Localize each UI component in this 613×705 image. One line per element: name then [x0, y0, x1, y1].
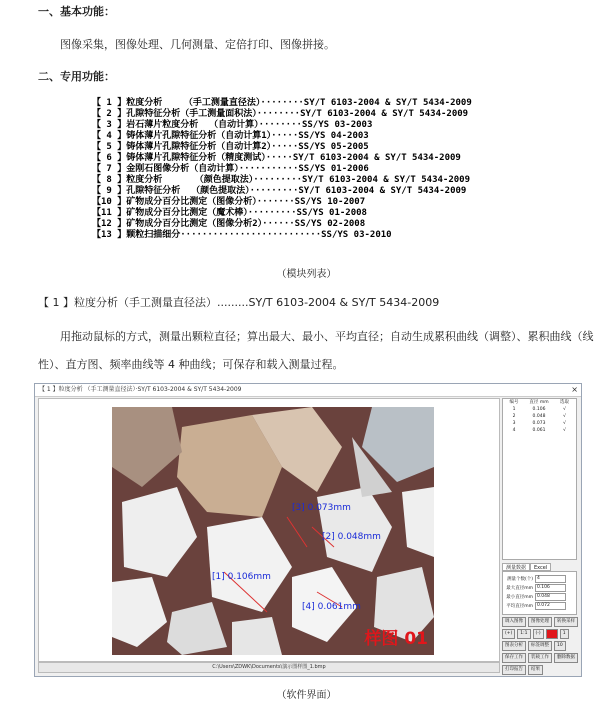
section1-heading: 一、基本功能：	[38, 5, 115, 18]
table-row[interactable]	[503, 406, 576, 413]
convert-sample-button[interactable]: 转换采样	[554, 617, 578, 627]
field-label: 最小直径mm	[506, 594, 533, 600]
software-caption: （软件界面）	[276, 690, 337, 701]
grain-photo-svg	[112, 407, 434, 655]
window-title: 【 1 】粒度分析 （手工测量直径法）·SY/T 6103-2004 & SY/T 5434-2009	[39, 386, 242, 393]
header-select: 选取	[560, 400, 569, 405]
module1-desc-line1: 用拖动鼠标的方式，测量出颗粒直径；算出最大、最小、平均直径；自动生成累积曲线（调整）、累积曲线（线	[60, 330, 594, 343]
button-row	[502, 617, 577, 627]
module-item: 【 1 】粒度分析 （手工测量直径法）········SY/T 6103-2004 & SY/T 5434-2009	[92, 98, 472, 108]
module-item: 【13 】颗粒扫描细分··························SS/YS 03-2010	[92, 230, 392, 240]
check-icon[interactable]: √	[563, 414, 566, 419]
close-icon[interactable]: ×	[571, 385, 578, 394]
module1-title: 【 1 】粒度分析（手工测量直径法）.........SY/T 6103-2004 & SY/T 5434-2009	[38, 296, 440, 309]
check-icon[interactable]: √	[563, 407, 566, 412]
line-width-select[interactable]: 1	[560, 629, 569, 639]
module-item: 【11 】矿物成分百分比测定（魔术棒）·········SS/YS 01-2008	[92, 208, 367, 218]
basic-functions-text: 图像采集，图像处理、几何测量、定倍打印、图像拼接。	[60, 38, 335, 51]
measurement-table	[502, 398, 577, 560]
cell-id: 3	[512, 421, 516, 426]
button-row	[502, 629, 577, 639]
zoom-in-button[interactable]: (+)	[502, 629, 515, 639]
cell-id: 4	[512, 428, 516, 433]
table-row[interactable]	[503, 420, 576, 427]
file-path-bar: C:\Users\ZDWK\Documents\演示图样图_1.bmp	[38, 662, 500, 673]
field-value[interactable]: 0.072	[535, 602, 566, 610]
button-row	[502, 653, 577, 663]
module-item: 【10 】矿物成分百分比测定（图像分析）·······SS/YS 10-2007	[92, 197, 366, 207]
module-item: 【 9 】孔隙特征分析 （颜色提取法）·········SY/T 6103-2004 & SY/T 5434-2009	[92, 186, 467, 196]
measurement-label: [4] 0.061mm	[302, 602, 361, 612]
module-item: 【 4 】铸体薄片孔隙特征分析（自动计算1）·····SS/YS 04-2003	[92, 131, 369, 141]
field-value[interactable]: 0.106	[535, 584, 566, 592]
software-window	[34, 383, 582, 677]
header-diameter: 直径 mm	[529, 400, 549, 405]
image-process-button[interactable]: 图像处理	[528, 617, 552, 627]
result-button[interactable]: 结果	[528, 665, 543, 675]
save-work-button[interactable]: 保存工作	[502, 653, 526, 663]
cell-diameter: 0.048	[532, 414, 546, 419]
data-tabs	[502, 563, 577, 571]
sample-tag: 样图 01	[364, 629, 428, 649]
cell-id: 1	[512, 407, 516, 412]
cell-id: 2	[512, 414, 516, 419]
delete-data-button[interactable]: 删除数据	[554, 653, 578, 663]
button-row	[502, 665, 577, 675]
section2-heading: 二、专用功能：	[38, 70, 115, 83]
field-label: 平均直径mm	[506, 603, 533, 609]
chart-analysis-button[interactable]: 图表分析	[502, 641, 526, 651]
table-row[interactable]	[503, 413, 576, 420]
field-min	[503, 592, 576, 601]
field-value[interactable]: 4	[535, 575, 566, 583]
measurement-label: [3] 0.073mm	[292, 503, 351, 513]
thin-section-photo	[112, 407, 434, 655]
module-item: 【 8 】粒度分析 （颜色提取法）·········SY/T 6103-2004 & SY/T 5434-2009	[92, 175, 471, 185]
module1-desc-line2: 性）、直方图、频率曲线等 4 种曲线；可保存和载入测量过程。	[38, 358, 344, 371]
module-list-caption: （模块列表）	[276, 269, 337, 280]
tab-excel[interactable]: Excel	[530, 563, 551, 571]
module-item: 【 2 】孔隙特征分析（手工测量面积法）········SY/T 6103-2004 & SY/T 5434-2009	[92, 109, 469, 119]
field-avg	[503, 601, 576, 610]
cell-diameter: 0.106	[532, 407, 546, 412]
header-id: 编号	[509, 400, 519, 405]
color-swatch[interactable]	[546, 629, 558, 639]
load-work-button[interactable]: 装载工作	[528, 653, 552, 663]
font-size-select[interactable]: 10	[554, 641, 566, 651]
module-item: 【 3 】岩石薄片粒度分析 （自动计算）········SS/YS 03-2003	[92, 120, 373, 130]
cell-diameter: 0.073	[532, 421, 546, 426]
zoom-actual-button[interactable]: 1:1	[517, 629, 530, 639]
module-item: 【12 】矿物成分百分比测定（图像分析2）······SS/YS 02-2008	[92, 219, 366, 229]
zoom-out-button[interactable]: (-)	[533, 629, 544, 639]
image-canvas[interactable]	[38, 398, 500, 662]
side-panel	[502, 398, 577, 671]
measurement-label: [2] 0.048mm	[322, 532, 381, 542]
label-adjust-button[interactable]: 标签调整	[528, 641, 552, 651]
check-icon[interactable]: √	[563, 421, 566, 426]
table-header	[503, 399, 576, 406]
field-count	[503, 574, 576, 583]
window-titlebar	[35, 384, 581, 397]
cell-diameter: 0.061	[532, 428, 546, 433]
field-max	[503, 583, 576, 592]
field-label: 测量个数(个)	[506, 576, 533, 582]
module-item: 【 7 】金刚石图像分析（自动计算）···········SS/YS 01-2006	[92, 164, 369, 174]
stats-fields	[502, 571, 577, 615]
module-item: 【 5 】铸体薄片孔隙特征分析（自动计算2）·····SS/YS 05-2005	[92, 142, 369, 152]
load-image-button[interactable]: 调入图像	[502, 617, 526, 627]
field-label: 最大直径mm	[506, 585, 533, 591]
field-value[interactable]: 0.048	[535, 593, 566, 601]
tab-measure-data[interactable]: 测量数据	[502, 563, 530, 571]
measurement-label: [1] 0.106mm	[212, 572, 271, 582]
module-item: 【 6 】铸体薄片孔隙特征分析（精度测试）·····SY/T 6103-2004 & SY/T 5434-2009	[92, 153, 461, 163]
print-report-button[interactable]: 打印报告	[502, 665, 526, 675]
check-icon[interactable]: √	[563, 428, 566, 433]
table-row[interactable]	[503, 427, 576, 434]
button-row	[502, 641, 577, 651]
